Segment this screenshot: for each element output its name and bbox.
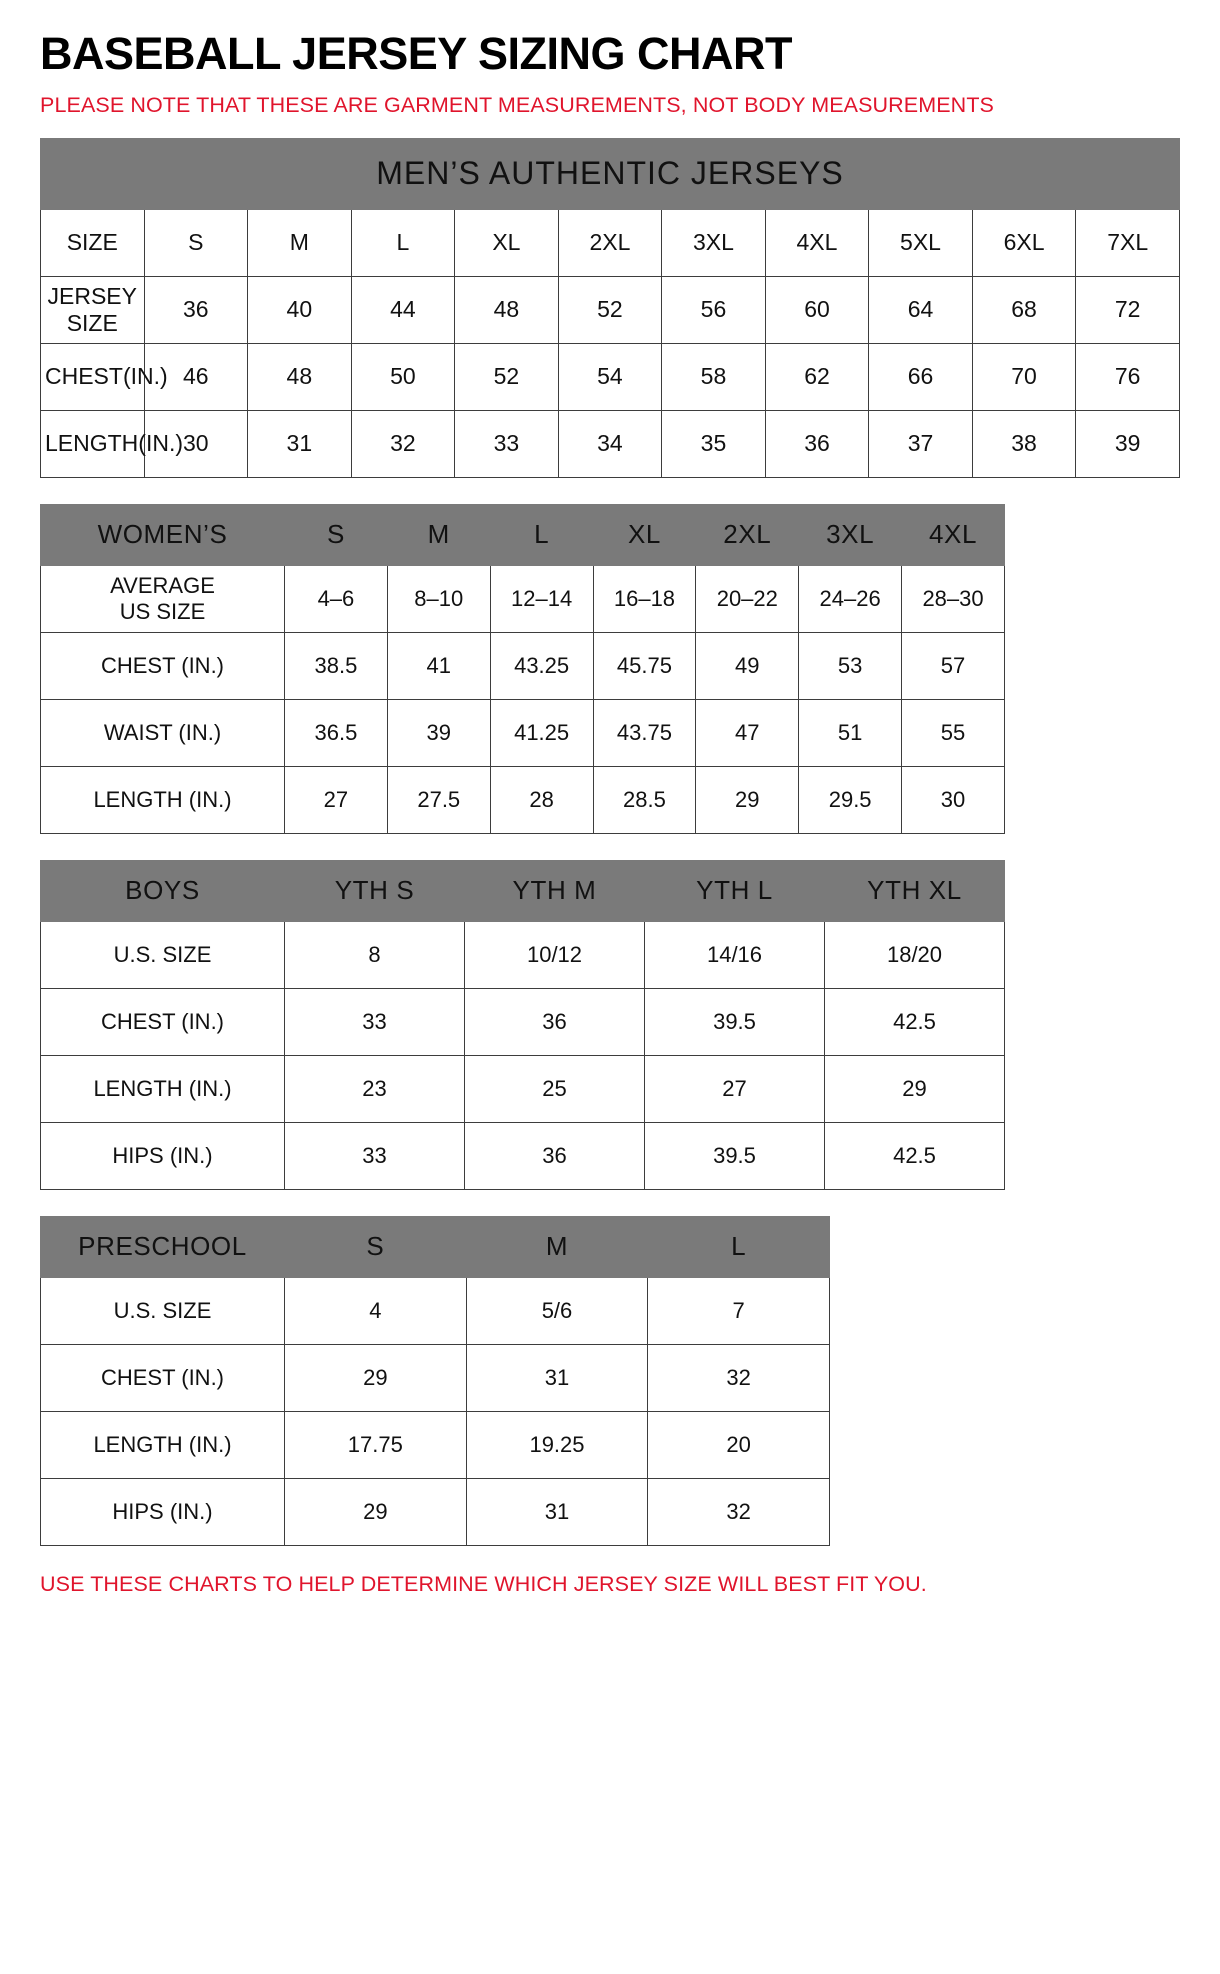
- womens-header-2xl: 2XL: [696, 504, 799, 565]
- row-label-chest: CHEST (IN.): [41, 988, 285, 1055]
- cell-length-7xl: 39: [1076, 410, 1180, 477]
- row-label-us-size: U.S. SIZE: [41, 1277, 285, 1344]
- boys-header-yth-s: YTH S: [285, 860, 465, 921]
- preschool-header-m: M: [466, 1216, 648, 1277]
- boys-header-yth-xl: YTH XL: [825, 860, 1005, 921]
- cell-length-m: 31: [248, 410, 352, 477]
- cell-chest-7xl: 76: [1076, 343, 1180, 410]
- cell-hips-yth-l: 39.5: [645, 1122, 825, 1189]
- cell-length-4xl: 36: [765, 410, 869, 477]
- preschool-header-l: L: [648, 1216, 830, 1277]
- row-label-line2: US SIZE: [119, 598, 206, 624]
- cell-jersey-size-m: 40: [248, 276, 352, 343]
- mens-banner-label: MEN’S AUTHENTIC JERSEYS: [41, 138, 1180, 209]
- cell-length-l: 20: [648, 1411, 830, 1478]
- boys-header-yth-m: YTH M: [465, 860, 645, 921]
- cell-size-l: L: [351, 209, 455, 276]
- cell-hips-yth-xl: 42.5: [825, 1122, 1005, 1189]
- cell-waist-3xl: 51: [799, 699, 902, 766]
- cell-size-7xl: 7XL: [1076, 209, 1180, 276]
- cell-chest-s: 29: [285, 1344, 467, 1411]
- mens-sizing-table: [40, 138, 1180, 478]
- cell-chest-2xl: 54: [558, 343, 662, 410]
- womens-header-m: M: [387, 504, 490, 565]
- cell-chest-l: 50: [351, 343, 455, 410]
- cell-length-yth-xl: 29: [825, 1055, 1005, 1122]
- cell-size-s: S: [144, 209, 248, 276]
- womens-sizing-table: [40, 504, 1005, 834]
- cell-chest-xl: 52: [455, 343, 559, 410]
- cell-jersey-size-s: 36: [144, 276, 248, 343]
- cell-size-4xl: 4XL: [765, 209, 869, 276]
- cell-size-2xl: 2XL: [558, 209, 662, 276]
- row-label-length: LENGTH (IN.): [41, 1411, 285, 1478]
- table-row: [41, 1277, 830, 1344]
- row-label-hips: HIPS (IN.): [41, 1478, 285, 1545]
- cell-us-size-m: 5/6: [466, 1277, 648, 1344]
- cell-hips-l: 32: [648, 1478, 830, 1545]
- cell-chest-yth-xl: 42.5: [825, 988, 1005, 1055]
- table-row: [41, 1344, 830, 1411]
- cell-length-2xl: 29: [696, 766, 799, 833]
- womens-header-l: L: [490, 504, 593, 565]
- row-label-jersey-size: JERSEY SIZE: [41, 276, 145, 343]
- cell-chest-s: 38.5: [285, 632, 388, 699]
- row-label-line1: AVERAGE: [110, 573, 215, 599]
- boys-header-yth-l: YTH L: [645, 860, 825, 921]
- row-label-average-us-size: [41, 565, 285, 632]
- table-row: [41, 1122, 1005, 1189]
- table-row: [41, 1411, 830, 1478]
- womens-header-4xl: 4XL: [902, 504, 1005, 565]
- womens-header-3xl: 3XL: [799, 504, 902, 565]
- row-label-size: SIZE: [41, 209, 145, 276]
- cell-jersey-size-xl: 48: [455, 276, 559, 343]
- cell-length-xl: 33: [455, 410, 559, 477]
- cell-us-size-xl: 16–18: [593, 565, 696, 632]
- cell-chest-xl: 45.75: [593, 632, 696, 699]
- cell-length-s: 30: [144, 410, 248, 477]
- row-label-length: LENGTH(IN.): [41, 410, 145, 477]
- cell-us-size-l: 12–14: [490, 565, 593, 632]
- table-row: [41, 988, 1005, 1055]
- cell-length-yth-m: 25: [465, 1055, 645, 1122]
- cell-jersey-size-3xl: 56: [662, 276, 766, 343]
- cell-length-m: 27.5: [387, 766, 490, 833]
- boys-sizing-table: [40, 860, 1005, 1190]
- cell-jersey-size-7xl: 72: [1076, 276, 1180, 343]
- row-label-waist: WAIST (IN.): [41, 699, 285, 766]
- row-label-chest: CHEST (IN.): [41, 1344, 285, 1411]
- page-title: BASEBALL JERSEY SIZING CHART: [40, 28, 792, 79]
- cell-hips-s: 29: [285, 1478, 467, 1545]
- measurement-note: PLEASE NOTE THAT THESE ARE GARMENT MEASUREMENTS, NOT BODY MEASUREMENTS: [40, 93, 994, 118]
- table-row: [41, 1478, 830, 1545]
- womens-header-xl: XL: [593, 504, 696, 565]
- cell-chest-m: 48: [248, 343, 352, 410]
- cell-hips-yth-s: 33: [285, 1122, 465, 1189]
- cell-length-s: 17.75: [285, 1411, 467, 1478]
- table-row-banner: [41, 138, 1180, 209]
- table-row: [41, 276, 1180, 343]
- womens-header-label: WOMEN’S: [41, 504, 285, 565]
- cell-waist-m: 39: [387, 699, 490, 766]
- cell-length-s: 27: [285, 766, 388, 833]
- cell-size-6xl: 6XL: [972, 209, 1076, 276]
- table-row: [41, 766, 1005, 833]
- cell-chest-4xl: 62: [765, 343, 869, 410]
- cell-size-3xl: 3XL: [662, 209, 766, 276]
- preschool-header-label: PRESCHOOL: [41, 1216, 285, 1277]
- preschool-sizing-table: [40, 1216, 830, 1546]
- row-label-chest: CHEST(IN.): [41, 343, 145, 410]
- cell-us-size-3xl: 24–26: [799, 565, 902, 632]
- cell-chest-yth-m: 36: [465, 988, 645, 1055]
- table-row-header: [41, 1216, 830, 1277]
- table-row: [41, 632, 1005, 699]
- cell-length-3xl: 35: [662, 410, 766, 477]
- cell-chest-3xl: 53: [799, 632, 902, 699]
- cell-jersey-size-2xl: 52: [558, 276, 662, 343]
- table-row-header: [41, 504, 1005, 565]
- table-row: [41, 1055, 1005, 1122]
- row-label-length: LENGTH (IN.): [41, 1055, 285, 1122]
- cell-length-l: 32: [351, 410, 455, 477]
- table-row: [41, 565, 1005, 632]
- table-row: [41, 921, 1005, 988]
- table-row-header: [41, 860, 1005, 921]
- cell-chest-4xl: 57: [902, 632, 1005, 699]
- table-row: [41, 410, 1180, 477]
- cell-length-6xl: 38: [972, 410, 1076, 477]
- cell-size-5xl: 5XL: [869, 209, 973, 276]
- cell-us-size-l: 7: [648, 1277, 830, 1344]
- cell-us-size-2xl: 20–22: [696, 565, 799, 632]
- cell-length-2xl: 34: [558, 410, 662, 477]
- cell-us-size-s: 4: [285, 1277, 467, 1344]
- cell-jersey-size-l: 44: [351, 276, 455, 343]
- table-row: [41, 343, 1180, 410]
- cell-length-yth-l: 27: [645, 1055, 825, 1122]
- cell-waist-4xl: 55: [902, 699, 1005, 766]
- cell-us-size-yth-m: 10/12: [465, 921, 645, 988]
- cell-length-m: 19.25: [466, 1411, 648, 1478]
- cell-chest-5xl: 66: [869, 343, 973, 410]
- cell-length-xl: 28.5: [593, 766, 696, 833]
- cell-chest-2xl: 49: [696, 632, 799, 699]
- cell-us-size-m: 8–10: [387, 565, 490, 632]
- cell-hips-m: 31: [466, 1478, 648, 1545]
- cell-length-4xl: 30: [902, 766, 1005, 833]
- cell-size-xl: XL: [455, 209, 559, 276]
- row-label-hips: HIPS (IN.): [41, 1122, 285, 1189]
- womens-header-s: S: [285, 504, 388, 565]
- cell-chest-l: 43.25: [490, 632, 593, 699]
- cell-jersey-size-5xl: 64: [869, 276, 973, 343]
- cell-us-size-yth-l: 14/16: [645, 921, 825, 988]
- cell-us-size-4xl: 28–30: [902, 565, 1005, 632]
- cell-length-l: 28: [490, 766, 593, 833]
- cell-chest-3xl: 58: [662, 343, 766, 410]
- cell-length-3xl: 29.5: [799, 766, 902, 833]
- cell-chest-m: 31: [466, 1344, 648, 1411]
- table-row: [41, 699, 1005, 766]
- cell-length-yth-s: 23: [285, 1055, 465, 1122]
- preschool-header-s: S: [285, 1216, 467, 1277]
- cell-size-m: M: [248, 209, 352, 276]
- cell-jersey-size-4xl: 60: [765, 276, 869, 343]
- row-label-us-size: U.S. SIZE: [41, 921, 285, 988]
- table-row: [41, 209, 1180, 276]
- cell-waist-xl: 43.75: [593, 699, 696, 766]
- cell-waist-s: 36.5: [285, 699, 388, 766]
- footer-note: USE THESE CHARTS TO HELP DETERMINE WHICH JERSEY SIZE WILL BEST FIT YOU.: [40, 1571, 927, 1596]
- row-label-chest: CHEST (IN.): [41, 632, 285, 699]
- cell-length-5xl: 37: [869, 410, 973, 477]
- cell-chest-s: 46: [144, 343, 248, 410]
- cell-waist-l: 41.25: [490, 699, 593, 766]
- cell-waist-2xl: 47: [696, 699, 799, 766]
- cell-chest-yth-l: 39.5: [645, 988, 825, 1055]
- cell-us-size-s: 4–6: [285, 565, 388, 632]
- cell-hips-yth-m: 36: [465, 1122, 645, 1189]
- cell-jersey-size-6xl: 68: [972, 276, 1076, 343]
- cell-chest-l: 32: [648, 1344, 830, 1411]
- row-label-length: LENGTH (IN.): [41, 766, 285, 833]
- boys-header-label: BOYS: [41, 860, 285, 921]
- cell-us-size-yth-s: 8: [285, 921, 465, 988]
- cell-chest-6xl: 70: [972, 343, 1076, 410]
- cell-us-size-yth-xl: 18/20: [825, 921, 1005, 988]
- cell-chest-m: 41: [387, 632, 490, 699]
- cell-chest-yth-s: 33: [285, 988, 465, 1055]
